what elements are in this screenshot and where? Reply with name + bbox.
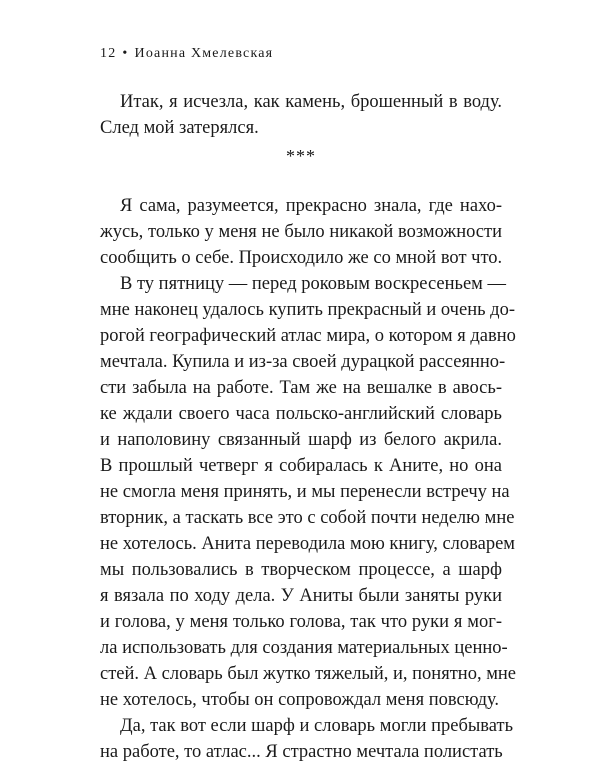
text-line: В ту пятницу — перед роковым воскресеньем —: [120, 274, 507, 294]
text-line: жусь, только у меня не было никакой возможности: [100, 222, 502, 242]
text-line: рогой географический атлас мира, о котором я давно: [100, 326, 516, 346]
text-line: сти забыла на работе. Там же на вешалке в авось-: [100, 378, 502, 398]
body-text: [100, 193, 517, 765]
text-line: и наполовину связанный шарф из белого акрила.: [100, 430, 502, 450]
text-line: я вязала по ходу дела. У Аниты были заняты руки: [100, 586, 502, 606]
page-number: 12: [100, 46, 117, 61]
author-name: Иоанна Хмелевская: [134, 46, 274, 61]
text-line: мечтала. Купила и из-за своей дурацкой рассеянно-: [100, 352, 506, 372]
text-line: ке ждали своего часа польско-английский словарь: [100, 404, 502, 424]
text-line: не хотелось. Анита переводила мою книгу, словарем: [100, 534, 516, 554]
intro-paragraph: [100, 89, 502, 141]
text-line: стей. А словарь был жутко тяжелый, и, понятно, мне: [100, 664, 517, 684]
text-line: не смогла меня принять, и мы перенесли встречу на: [100, 482, 510, 502]
text-line: След мой затерялся.: [100, 118, 259, 138]
text-line: и голова, у меня только голова, так что руки я мог-: [100, 612, 502, 632]
text-line: не хотелось, чтобы он сопровождал меня повсюду.: [100, 690, 500, 710]
text-line: мне наконец удалось купить прекрасный и очень до-: [100, 300, 515, 320]
text-line: ла использовать для создания материальных ценно-: [100, 638, 508, 658]
text-line: на работе, то атлас... Я страстно мечтала полистать: [100, 742, 503, 762]
running-head: [100, 46, 273, 62]
text-line: сообщить о себе. Происходило же со мной вот что.: [100, 248, 503, 268]
text-line: Да, так вот если шарф и словарь могли пребывать: [120, 716, 514, 736]
text-line: Итак, я исчезла, как камень, брошенный в воду.: [120, 92, 502, 112]
text-line: мы пользовались в творческом процессе, а шарф: [100, 560, 502, 580]
text-line: вторник, а таскать все это с собой почти неделю мне: [100, 508, 515, 528]
header-separator: •: [122, 46, 129, 61]
text-line: В прошлый четверг я собиралась к Аните, но она: [100, 456, 502, 476]
text-line: Я сама, разумеется, прекрасно знала, где нахо-: [120, 196, 502, 216]
section-break: ***: [286, 146, 316, 166]
